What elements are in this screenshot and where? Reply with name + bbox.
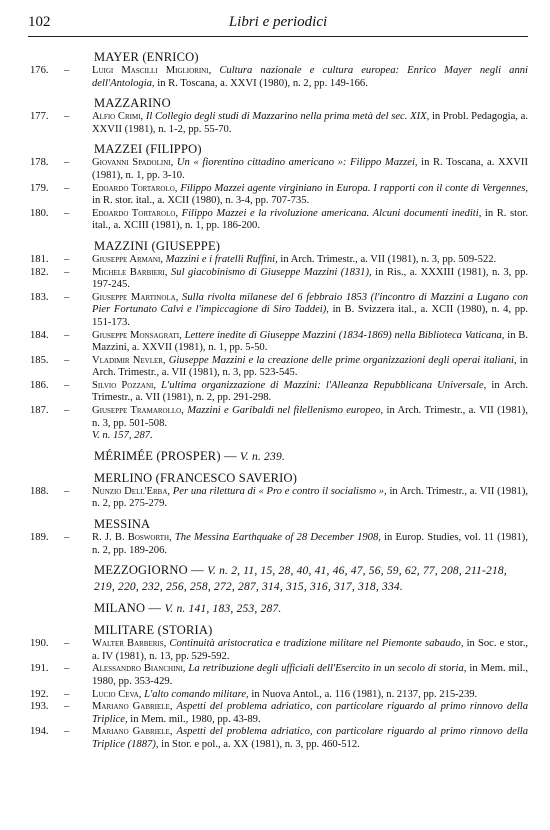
entry-source: in Mem. mil., 1980, pp. 353-429. [92, 663, 528, 687]
section [30, 50, 528, 90]
entry-number: 186. [30, 379, 49, 391]
entry-number: 182. [30, 266, 49, 278]
entry-dash: – [64, 663, 70, 675]
entry-dash: – [64, 532, 70, 544]
entry-title: La retribuzione degli ufficiali dell'Esercito in un secolo di storia, [188, 663, 467, 675]
cross-reference: V. n. 141, 183, 253, 287. [164, 603, 282, 616]
entry-title: Filippo Mazzei agente virginiano in Europa. I rapporti con il conte di Vergennes, [180, 182, 528, 194]
entry-author: Walter Barberis, [92, 638, 167, 650]
section [30, 449, 528, 465]
section-heading-text: MAZZARINO [94, 96, 171, 111]
entry-author: R. J. B. Bosworth, [92, 532, 172, 544]
entry-author: Giuseppe Armani, [92, 253, 163, 265]
entry-author: Giovanni Spadolini, [92, 157, 174, 169]
entry-source: in Ris., a. XXXIII (1981), n. 3, pp. 197-245. [92, 266, 529, 291]
entry-number: 192. [30, 688, 49, 700]
entry-number: 191. [30, 663, 49, 675]
entry-title: Cultura nazionale e cultura europea: Enrico Mayer negli anni dell'Antologia, [92, 65, 528, 89]
bibliography-entry [30, 330, 528, 355]
bibliography-entry [30, 532, 528, 557]
bibliography-entry [30, 380, 528, 405]
bibliography-entry [30, 267, 528, 292]
entry-author: Silvio Pozzani, [92, 379, 156, 391]
entry-title: Mazzini e Garibaldi nel filellenismo europeo, [187, 405, 384, 417]
entry-title: Sul giacobinismo di Giuseppe Mazzini (1831), [170, 266, 372, 278]
entry-author: Giuseppe Tramarollo, [92, 405, 184, 417]
entry-dash: – [64, 65, 70, 76]
header-rule [28, 36, 528, 37]
section-heading-text: MÉRIMÉE (PROSPER) — [94, 448, 237, 463]
entry-title: The Messina Earthquake of 28 December 1908, [174, 532, 381, 544]
entry-dash: – [64, 485, 70, 497]
section-heading-text: MESSINA [94, 517, 151, 532]
entry-dash: – [64, 638, 70, 650]
section-heading [94, 471, 528, 486]
entry-number: 178. [30, 157, 49, 169]
bibliography-entry [30, 355, 528, 380]
entry-author: Mariano Gabriele, [92, 701, 173, 713]
entry-number: 181. [30, 253, 49, 265]
entry-title: Mazzini e i fratelli Ruffini, [165, 253, 278, 265]
entry-source: in Europ. Studies, vol. 11 (1981), n. 2, pp. 189-206. [92, 532, 528, 556]
section [30, 142, 528, 233]
entry-author: Nunzio Dell'Erba, [92, 485, 171, 497]
bibliography-entry [30, 208, 528, 233]
section-heading-text: MEZZOGIORNO — [94, 563, 204, 578]
entry-dash: – [64, 329, 70, 341]
entry-author: Michele Barbieri, [92, 266, 168, 278]
entry-number: 183. [30, 291, 49, 303]
entry-title: Lettere inedite di Giuseppe Mazzini (1834-1869) nella Biblioteca Vaticana, [184, 329, 505, 341]
bibliography-entry [30, 689, 528, 702]
entry-source: in R. Toscana, a. XXVI (1980), n. 2, pp. 149-166. [157, 77, 368, 89]
entry-author: Edoardo Tortarolo, [92, 207, 179, 219]
entry-dash: – [64, 253, 70, 265]
bibliography-entry [30, 183, 528, 208]
entry-dash: – [64, 726, 70, 738]
entry-title: Aspetti del problema adriatico, con particolare riguardo al primo rinnovo della Triplice (1887), [92, 726, 528, 750]
section [30, 96, 528, 136]
entry-author: Lucio Ceva, [92, 688, 142, 700]
entry-title: Il Collegio degli studi di Mazzarino nella prima metà del sec. XIX, [145, 111, 430, 123]
running-title: Libri e periodici [228, 14, 328, 30]
entry-number: 177. [30, 111, 49, 123]
entry-dash: – [64, 701, 70, 713]
entry-number: 176. [30, 65, 49, 76]
entry-author: Giuseppe Monsagrati, [92, 329, 182, 341]
section-heading [94, 517, 528, 532]
entry-source: in Arch. Trimestr., a. VII (1981), n. 2, pp. 291-298. [92, 379, 528, 404]
entry-author: Alfio Crimi, [92, 111, 144, 123]
entry-dash: – [64, 291, 70, 303]
bibliography-entry [30, 157, 528, 182]
section-heading-text: MERLINO (FRANCESCO SAVERIO) [94, 470, 298, 485]
cross-reference: V. n. 2, 11, 15, 28, 40, 41, 46, 47, 56, 59, 62, 77, 208, 211-218, 219, 220, 232, 256, 258, 272, 287, 314, 315, 316, 317, 318, 334. [94, 565, 507, 594]
section-heading [94, 50, 528, 65]
section [30, 239, 528, 443]
bibliography-entry [30, 726, 528, 751]
section-heading-text: MILANO — [94, 601, 162, 616]
section [30, 471, 528, 511]
entry-dash: – [64, 354, 70, 366]
section-heading [94, 142, 528, 157]
entry-source: in Probl. Pedagogia, a. XXVII (1981), n. 1-2, pp. 55-70. [92, 111, 529, 135]
entry-title: Filippo Mazzei e la rivoluzione americana. Alcuni documenti inediti, [181, 207, 482, 219]
entry-source: in B. Svizzera ital., a. XCII (1980), n. 4, pp. 151-173. [92, 304, 528, 328]
entry-source: in Mem. mil., 1980, pp. 43-89. [130, 713, 261, 725]
cross-reference: V. n. 157, 287. [92, 430, 153, 442]
bibliography-entry [30, 638, 528, 663]
entry-source: in R. Toscana, a. XXVII (1981), n. 1, pp. 3-10. [92, 157, 528, 181]
entry-dash: – [64, 379, 70, 391]
entry-number: 189. [30, 532, 49, 544]
entry-title: L'alto comando militare, [144, 688, 249, 700]
section [30, 563, 528, 595]
entry-source: in Nuova Antol., a. 116 (1981), n. 2137, pp. 215-239. [251, 688, 478, 700]
entry-number: 179. [30, 182, 49, 194]
cross-reference: V. n. 239. [240, 450, 285, 463]
entry-number: 187. [30, 405, 49, 417]
entry-source: in Arch. Trimestr., a. VII (1981), n. 3, pp. 501-508. [92, 405, 528, 429]
bibliography-entry [30, 486, 528, 511]
entry-source: in Arch. Trimestr., a. VII (1981), n. 2, pp. 275-279. [92, 485, 528, 510]
entry-author: Luigi Mascilli Migliorini, [92, 65, 212, 76]
entry-source: in Stor. e pol., a. XX (1981), n. 3, pp. 460-512. [161, 738, 360, 750]
section-heading-text: MAYER (ENRICO) [94, 50, 199, 64]
bibliography-entry [30, 292, 528, 330]
entry-number: 184. [30, 329, 49, 341]
section-heading [94, 563, 528, 595]
section-heading [94, 239, 528, 254]
bibliography-list [30, 50, 528, 752]
entry-number: 190. [30, 638, 49, 650]
entry-source: in Arch. Trimestr., a. VII (1981), n. 3, pp. 523-545. [92, 354, 528, 379]
entry-title: Per una rilettura di « Pro e contro il socialismo », [172, 485, 387, 497]
entry-title: Giuseppe Mazzini e la creazione delle prime organizzazioni degli operai italiani, [168, 354, 517, 366]
bibliography-entry [30, 65, 528, 90]
bibliography-entry [30, 405, 528, 430]
entry-dash: – [64, 688, 70, 700]
section-heading-text: MILITARE (STORIA) [94, 623, 213, 638]
bibliography-entry [30, 254, 528, 267]
entry-title: Aspetti del problema adriatico, con particolare riguardo al primo rinnovo della Triplice, [92, 701, 528, 725]
entry-source: in Arch. Trimestr., a. VII (1981), n. 3, pp. 509-522. [280, 253, 497, 265]
section [30, 517, 528, 557]
page-number: 102 [28, 14, 51, 30]
section-heading-text: MAZZINI (GIUSEPPE) [94, 238, 221, 253]
entry-dash: – [64, 157, 70, 169]
entry-source: in R. stor. ital., a. XCIII (1981), n. 1, pp. 186-200. [92, 207, 528, 232]
entry-dash: – [64, 266, 70, 278]
page-header [28, 14, 528, 36]
entry-dash: – [64, 182, 70, 194]
entry-title: Un « fiorentino cittadino americano »: Filippo Mazzei, [176, 157, 418, 169]
entry-author: Mariano Gabriele, [92, 726, 173, 738]
section-heading [94, 601, 528, 617]
entry-title: L'ultima organizzazione di Mazzini: l'Alleanza Repubblicana Universale, [161, 379, 487, 391]
entry-dash: – [64, 111, 70, 123]
entry-author: Edoardo Tortarolo, [92, 182, 178, 194]
entry-dash: – [64, 405, 70, 417]
section-heading [94, 623, 528, 638]
entry-author: Vladimir Nevler, [92, 354, 166, 366]
entry-dash: – [64, 207, 70, 219]
entry-source: in B. Mazzini, a. XXVII (1981), n. 1, pp. 5-50. [92, 329, 528, 354]
entry-number: 188. [30, 485, 49, 497]
entry-source: in Soc. e stor., a. IV (1981), n. 13, pp. 529-592. [92, 638, 528, 662]
section-heading-text: MAZZEI (FILIPPO) [94, 142, 202, 157]
bibliography-entry [30, 111, 528, 136]
entry-title: Sulla rivolta milanese del 6 febbraio 1853 (l'incontro di Mazzini a Lugano con Pier Fortunato Calvi e l'impiccagione di Siro Taddei), [92, 291, 528, 316]
entry-author: Alessandro Bianchini, [92, 663, 186, 675]
entry-source: in R. stor. ital., a. XCII (1980), n. 3-4, pp. 707-735. [92, 195, 310, 207]
section [30, 601, 528, 617]
entry-number: 185. [30, 354, 49, 366]
entry-number: 180. [30, 207, 49, 219]
bibliography-entry [30, 663, 528, 688]
section-heading [94, 449, 528, 465]
section [30, 623, 528, 751]
entry-author: Giuseppe Martinola, [92, 291, 179, 303]
section-heading [94, 96, 528, 111]
entry-number: 193. [30, 701, 49, 713]
bibliography-entry [30, 701, 528, 726]
entry-title: Continuità aristocratica e tradizione militare nel Piemonte sabaudo, [169, 638, 464, 650]
entry-number: 194. [30, 726, 49, 738]
